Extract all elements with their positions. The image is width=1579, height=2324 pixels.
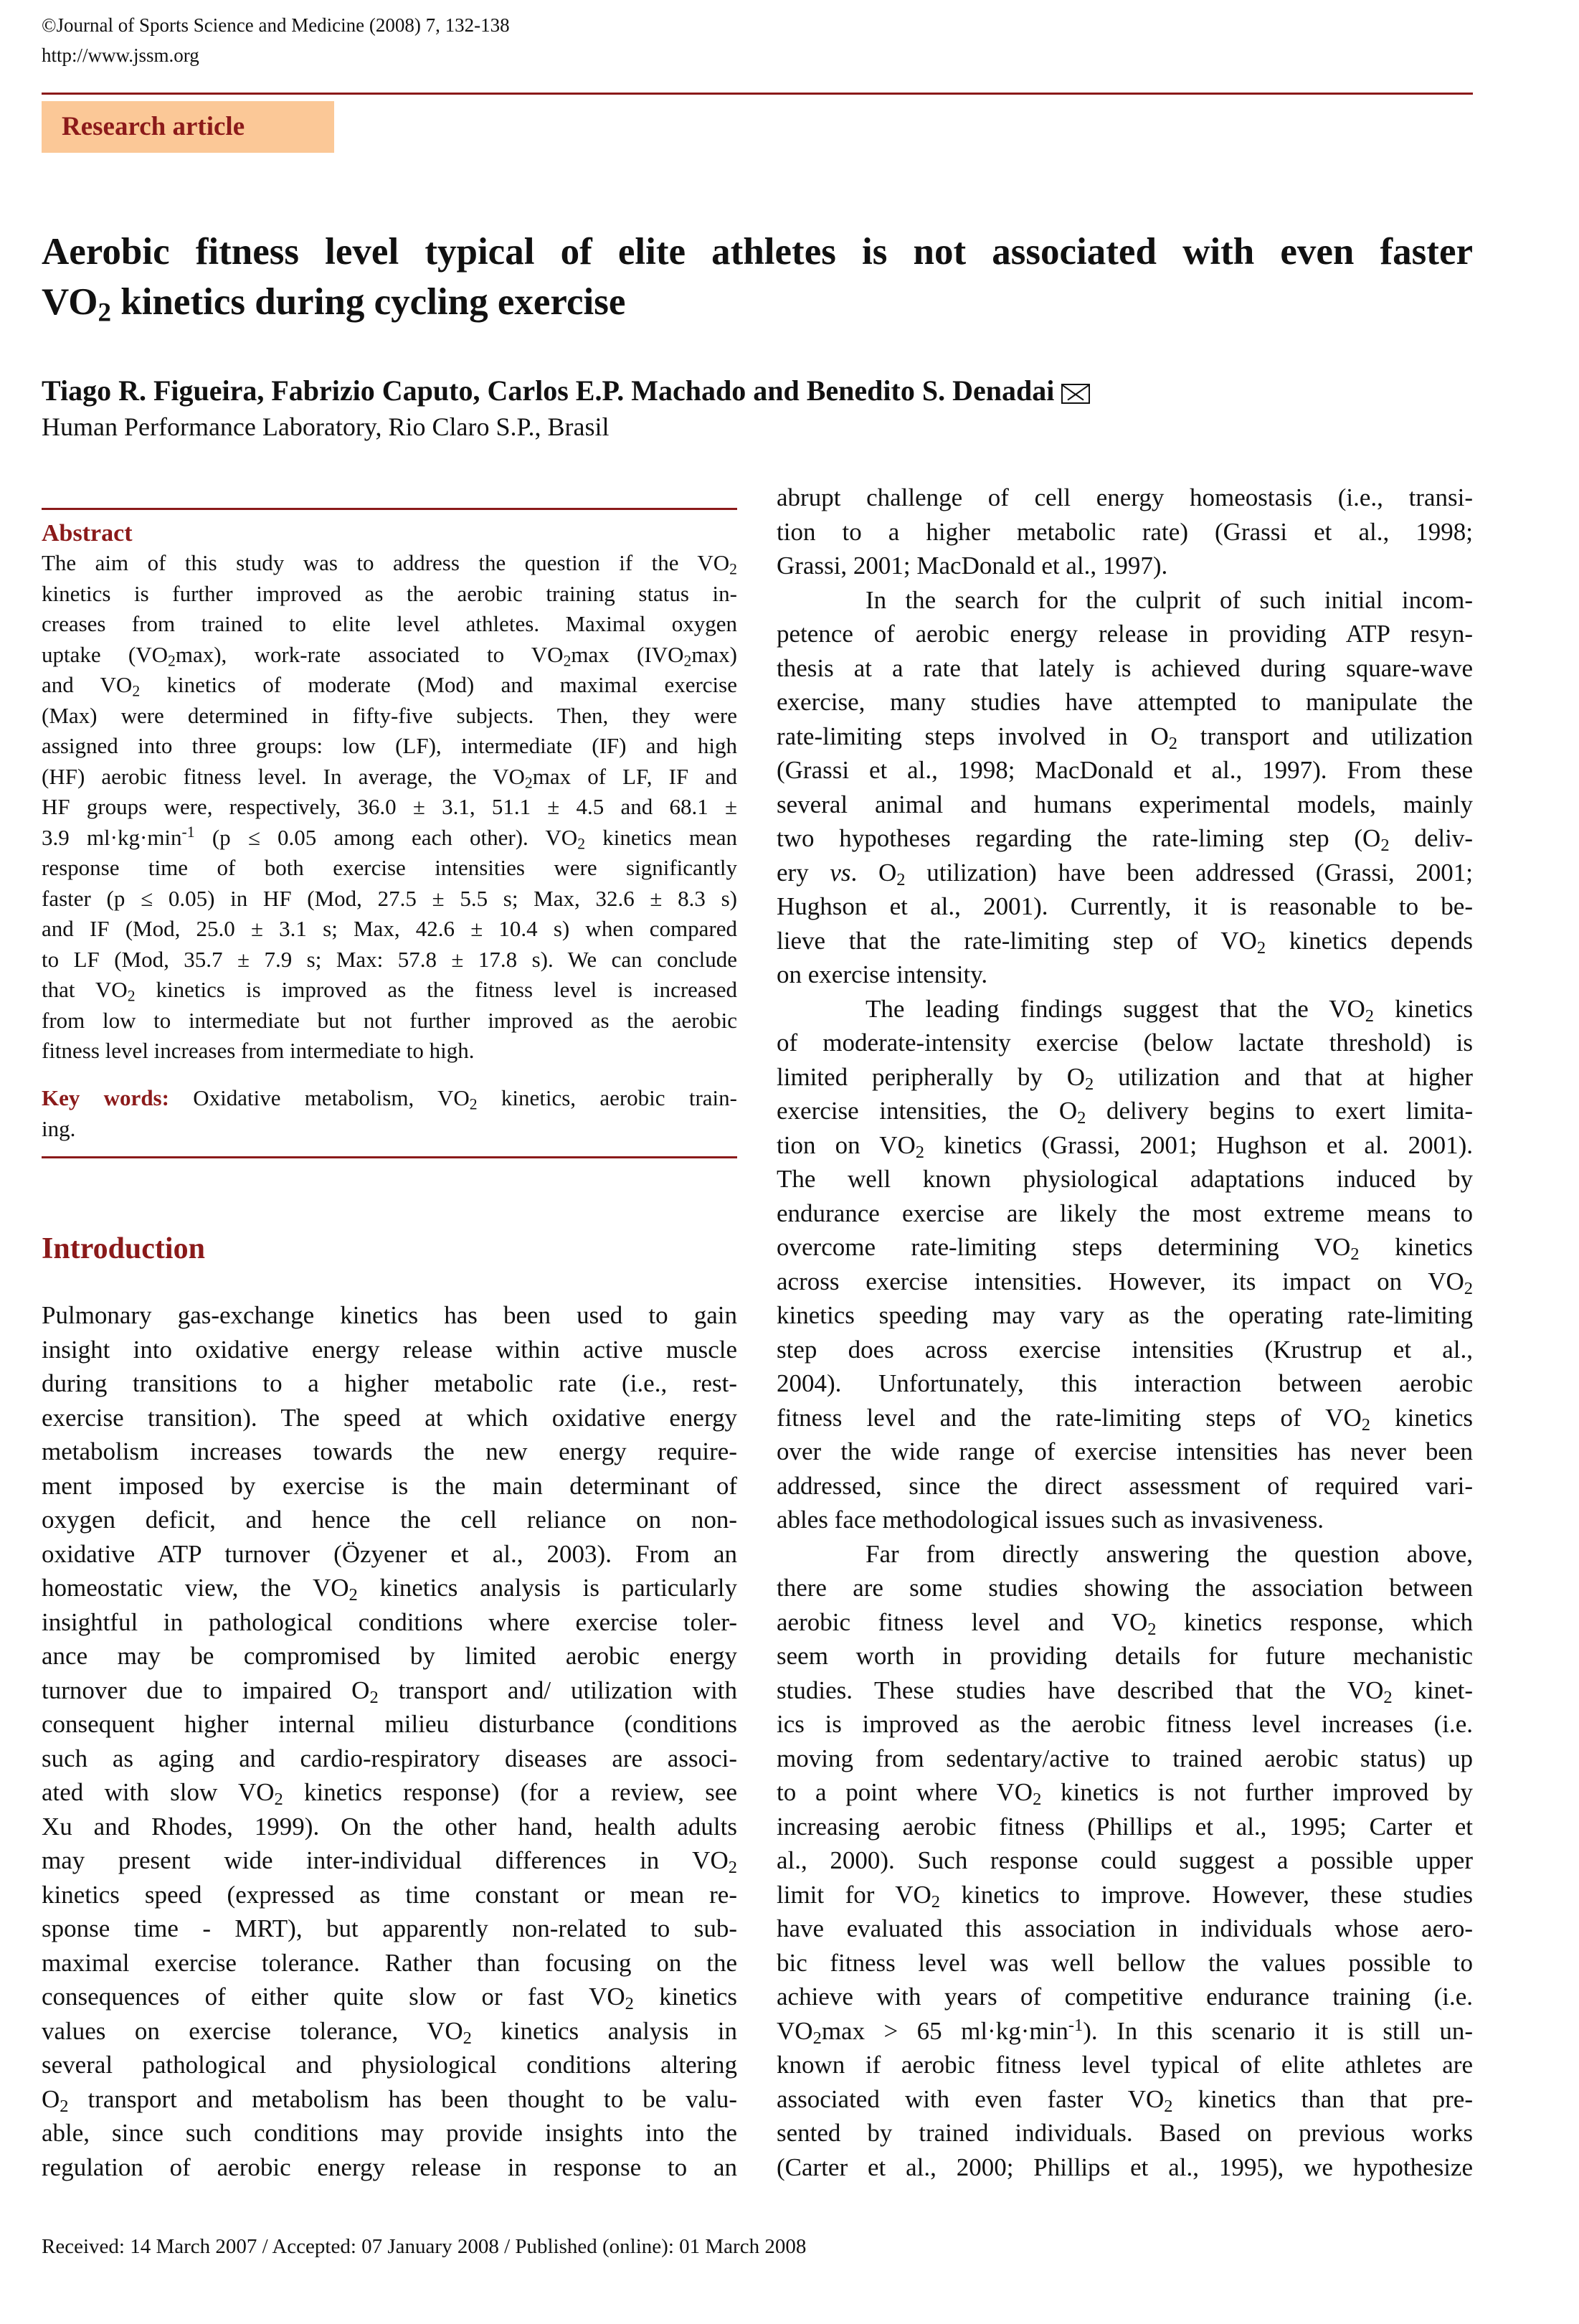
body-line: (Grassi et al., 1998; MacDonald et al., 1997). From these <box>777 756 1473 784</box>
body-line: achieve with years of competitive endurance training (i.e. <box>777 1983 1473 2011</box>
body-line: 2004). Unfortunately, this interaction between aerobic <box>777 1369 1473 1397</box>
abstract-line: faster (p ≤ 0.05) in HF (Mod, 27.5 ± 5.5 s; Max, 32.6 ± 8.3 s) <box>42 885 737 911</box>
intro-line: during transitions to a higher metabolic rate (i.e., rest- <box>42 1369 737 1397</box>
abstract-line: uptake $(VO_2\max)$, work-rate associated to $VO_2\max$ $(IVO_2\max)$ <box>42 641 738 669</box>
intro-line: Xu and Rhodes, 1999). On the other hand, health adults <box>42 1812 737 1841</box>
body-line: In the search for the culprit of such initial incom- <box>866 585 1473 614</box>
body-line: over the wide range of exercise intensities has never been <box>777 1437 1473 1465</box>
publication-dates: Received: 14 March 2007 / Accepted: 07 January 2008 / Published (online): 01 March 2008 <box>42 2235 807 2258</box>
body-line: $VO_2\max > 65$ $ml\cdot kg\cdot\min^{-1}$). In this scenario it is still un- <box>777 2015 1473 2048</box>
body-line: limit for $VO_2$ kinetics to improve. However, these studies <box>777 1880 1473 1912</box>
abstract-line: kinetics is further improved as the aerobic training status in- <box>42 580 737 606</box>
envelope-icon[interactable] <box>1061 384 1090 404</box>
intro-line: ment imposed by exercise is the main determinant of <box>42 1471 737 1500</box>
body-line: two hypotheses regarding the rate-liming step ($O_2$ deliv- <box>777 824 1474 856</box>
intro-line: $O_2$ transport and metabolism has been thought to be valu- <box>42 2084 737 2116</box>
intro-line: insightful in pathological conditions where exercise toler- <box>42 1607 737 1636</box>
abstract-line: and $VO_2$ kinetics of moderate (Mod) and maximal exercise <box>42 672 737 700</box>
body-line: limited peripherally by $O_2$ utilization and that at higher <box>777 1062 1473 1094</box>
body-line: Grassi, 2001; MacDonald et al., 1997). <box>777 552 1168 580</box>
body-line: The leading findings suggest that the $VO_2$ kinetics <box>866 994 1473 1026</box>
journal-url[interactable]: http://www.jssm.org <box>42 44 199 66</box>
abstract-line: (HF) aerobic fitness level. In average, the $VO_2\max$ of LF, IF and <box>42 763 737 791</box>
intro-line: homeostatic view, the $VO_2$ kinetics analysis is particularly <box>42 1574 738 1605</box>
body-line: sented by trained individuals. Based on previous works <box>777 2119 1473 2147</box>
journal-citation: ©Journal of Sports Science and Medicine (2008) 7, 132-138 <box>42 14 510 36</box>
body-line: petence of aerobic energy release in providing ATP resyn- <box>777 620 1473 648</box>
body-line: known if aerobic fitness level typical of elite athletes are <box>777 2051 1473 2079</box>
body-line: across exercise intensities. However, its impact on $VO_2$ <box>777 1267 1473 1298</box>
author-list <box>42 373 1090 409</box>
intro-line: may present wide inter-individual differences in $VO_2$ <box>42 1846 737 1878</box>
body-line: studies. These studies have described that the $VO_2$ kinet- <box>777 1676 1473 1707</box>
body-line: abrupt challenge of cell energy homeostasis (i.e., transi- <box>777 483 1473 511</box>
body-line: step does across exercise intensities (Krustrup et al., <box>777 1335 1473 1364</box>
abstract-line: to LF (Mod, 35.7 ± 7.9 s; Max: 57.8 ± 17.8 s). We can conclude <box>42 946 737 972</box>
body-line: endurance exercise are likely the most extreme means to <box>777 1199 1473 1227</box>
introduction-heading: Introduction <box>42 1232 205 1265</box>
keywords <box>42 1083 737 1144</box>
intro-line: insight into oxidative energy release within active muscle <box>42 1335 737 1364</box>
body-line: tion on $VO_2$ kinetics (Grassi, 2001; Hughson et al. 2001). <box>777 1130 1473 1162</box>
affiliation: Human Performance Laboratory, Rio Claro S.P., Brasil <box>42 412 610 441</box>
body-line: aerobic fitness level and $VO_2$ kinetics response, which <box>777 1607 1473 1639</box>
body-line: of moderate-intensity exercise (below lactate threshold) is <box>777 1029 1473 1057</box>
body-line: Hughson et al., 2001). Currently, it is reasonable to be- <box>777 892 1473 920</box>
intro-line: consequences of either quite slow or fast $VO_2$ kinetics <box>42 1983 737 2014</box>
intro-line: metabolism increases towards the new energy require- <box>42 1437 737 1465</box>
body-line: ables face methodological issues such as invasiveness. <box>777 1506 1324 1534</box>
intro-line: sponse time - MRT), but apparently non-related to sub- <box>42 1914 737 1942</box>
author-names: Tiago R. Figueira, Fabrizio Caputo, Carlos E.P. Machado and Benedito S. Denadai <box>42 374 1055 407</box>
intro-line: ance may be compromised by limited aerobic energy <box>42 1642 737 1670</box>
abstract-line: response time of both exercise intensities were significantly <box>42 855 737 880</box>
body-line: seem worth in providing details for future mechanistic <box>777 1642 1473 1670</box>
body-line: rate-limiting steps involved in $O_2$ transport and utilization <box>777 722 1473 753</box>
right-column <box>777 481 1473 2184</box>
abstract-line: 3.9 $ml\cdot kg\cdot\min^{-1}$ (p ≤ 0.05 among each other). $VO_2$ kinetics mean <box>42 823 737 852</box>
intro-line: exercise transition). The speed at which oxidative energy <box>42 1403 737 1432</box>
body-line: moving from sedentary/active to trained aerobic status) up <box>777 1744 1473 1772</box>
intro-line: values on exercise tolerance, $VO_2$ kinetics analysis in <box>42 2016 737 2048</box>
intro-line: maximal exercise tolerance. Rather than focusing on the <box>42 1948 737 1977</box>
abstract-line: The aim of this study was to address the question if the $VO_2$ <box>42 550 737 578</box>
body-line: there are some studies showing the association between <box>777 1574 1473 1602</box>
body-line: thesis at a rate that lately is achieved during square-wave <box>777 653 1473 682</box>
body-line: tion to a higher metabolic rate) (Grassi et al., 1998; <box>777 517 1473 546</box>
header-rule <box>42 93 1473 95</box>
body-line: (Carter et al., 2000; Phillips et al., 1995), we hypothesize <box>777 2153 1473 2181</box>
title-line-2: $VO_2$ kinetics during cycling exercise <box>42 281 626 328</box>
body-line: ics is improved as the aerobic fitness level increases (i.e. <box>777 1710 1473 1738</box>
body-line: exercise intensities, the $O_2$ delivery begins to exert limita- <box>777 1097 1473 1128</box>
article-type-badge: Research article <box>42 101 334 153</box>
body-line: increasing aerobic fitness (Phillips et al., 1995; Carter et <box>777 1812 1473 1841</box>
intro-line: oxygen deficit, and hence the cell reliance on non- <box>42 1506 737 1534</box>
abstract-body <box>42 548 737 1067</box>
intro-line: able, since such conditions may provide insights into the <box>42 2119 737 2147</box>
body-line: lieve that the rate-limiting step of $VO_2$ kinetics depends <box>777 926 1473 958</box>
body-line: fitness level and the rate-limiting steps of $VO_2$ kinetics <box>777 1403 1473 1435</box>
abstract-top-rule <box>42 508 737 510</box>
body-line: associated with even faster $VO_2$ kinetics than that pre- <box>777 2084 1473 2116</box>
abstract-line: from low to intermediate but not further improved as the aerobic <box>42 1007 737 1033</box>
intro-line: oxidative ATP turnover (Özyener et al., 2003). From an <box>42 1539 737 1568</box>
keywords-line: Key words: Oxidative metabolism, $VO_2$ kinetics, aerobic train- <box>42 1085 737 1113</box>
intro-line: consequent higher internal milieu disturbance (conditions <box>42 1710 737 1738</box>
abstract-line: that $VO_2$ kinetics is improved as the fitness level is increased <box>42 977 737 1005</box>
body-line: have evaluated this association in individuals whose aero- <box>777 1914 1473 1942</box>
article-title <box>42 227 1473 327</box>
body-line: al., 2000). Such response could suggest a possible upper <box>777 1846 1473 1874</box>
title-line-1: Aerobic fitness level typical of elite athletes is not associated with even faster <box>42 231 1473 273</box>
body-line: ery vs. $O_2$ utilization) have been addressed (Grassi, 2001; <box>777 858 1473 889</box>
body-line: The well known physiological adaptations induced by <box>777 1165 1473 1193</box>
keywords-line: ing. <box>42 1115 76 1141</box>
body-line: Far from directly answering the question above, <box>866 1539 1473 1568</box>
intro-line: Pulmonary gas-exchange kinetics has been used to gain <box>42 1301 737 1329</box>
intro-line: ated with slow $VO_2$ kinetics response) (for a review, see <box>42 1778 737 1810</box>
abstract-bottom-rule <box>42 1156 737 1158</box>
intro-line: turnover due to impaired $O_2$ transport and/ utilization with <box>42 1676 737 1707</box>
body-line: overcome rate-limiting steps determining $VO_2$ kinetics <box>777 1233 1473 1265</box>
body-line: kinetics speeding may vary as the operating rate-limiting <box>777 1301 1473 1329</box>
abstract-line: assigned into three groups: low (LF), intermediate (IF) and high <box>42 733 737 758</box>
intro-line: kinetics speed (expressed as time constant or mean re- <box>42 1880 737 1909</box>
journal-header <box>42 10 510 70</box>
abstract-line: creases from trained to elite level athletes. Maximal oxygen <box>42 611 737 636</box>
body-line: several animal and humans experimental models, mainly <box>777 790 1473 818</box>
abstract-line: fitness level increases from intermediate to high. <box>42 1038 475 1063</box>
body-line: addressed, since the direct assessment of required vari- <box>777 1471 1473 1500</box>
abstract-line: (Max) were determined in fifty-five subjects. Then, they were <box>42 702 737 728</box>
keywords-label: Key words: <box>42 1085 169 1110</box>
intro-line: such as aging and cardio-respiratory diseases are associ- <box>42 1744 737 1772</box>
abstract-line: HF groups were, respectively, 36.0 ± 3.1, 51.1 ± 4.5 and 68.1 ± <box>42 794 737 819</box>
introduction-left-column <box>42 1298 737 2184</box>
body-line: to a point where $VO_2$ kinetics is not further improved by <box>777 1778 1473 1810</box>
intro-line: regulation of aerobic energy release in response to an <box>42 2153 737 2181</box>
body-line: on exercise intensity. <box>777 960 988 988</box>
body-line: bic fitness level was well bellow the values possible to <box>777 1948 1473 1977</box>
abstract-heading: Abstract <box>42 520 133 547</box>
abstract-line: and IF (Mod, 25.0 ± 3.1 s; Max, 42.6 ± 10.4 s) when compared <box>42 916 737 941</box>
body-line: exercise, many studies have attempted to manipulate the <box>777 688 1473 716</box>
intro-line: several pathological and physiological conditions altering <box>42 2051 737 2079</box>
